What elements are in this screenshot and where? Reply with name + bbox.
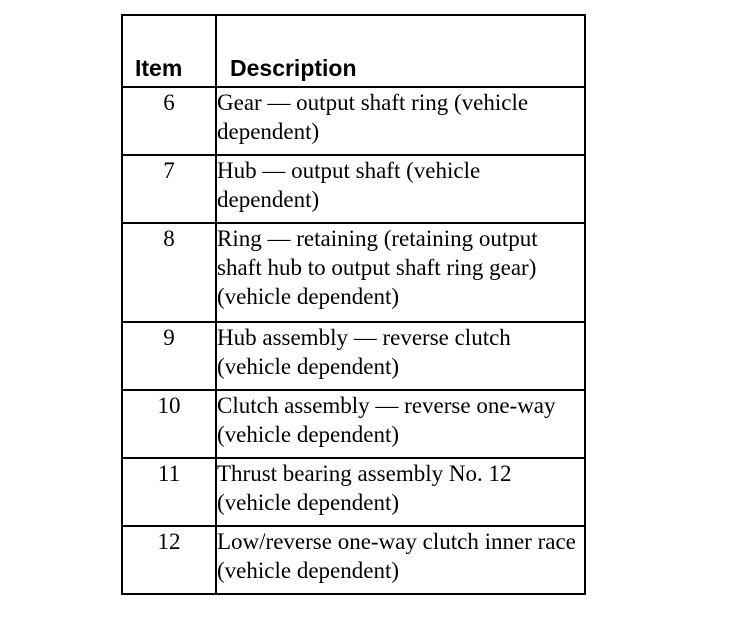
item-number: 11 [122,458,216,526]
item-description: Clutch assembly — reverse one-way (vehicle dependent) [216,390,585,458]
item-number: 12 [122,526,216,594]
table-row [122,390,585,458]
header-description: Description [216,15,585,87]
item-description: Gear — output shaft ring (vehicle dependent) [216,87,585,155]
item-number: 10 [122,390,216,458]
item-description: Low/reverse one-way clutch inner race (vehicle dependent) [216,526,585,594]
parts-table [121,14,586,595]
item-number: 9 [122,322,216,390]
item-description: Hub — output shaft (vehicle dependent) [216,155,585,223]
table-row [122,155,585,223]
table-row [122,526,585,594]
item-number: 7 [122,155,216,223]
item-description: Ring — retaining (retaining output shaft hub to output shaft ring gear) (vehicle dependent) [216,223,585,322]
table-header-row [122,15,585,87]
table-row [122,223,585,322]
item-number: 8 [122,223,216,322]
table-row [122,87,585,155]
item-description: Hub assembly — reverse clutch (vehicle dependent) [216,322,585,390]
table-row [122,458,585,526]
table-row [122,322,585,390]
item-description: Thrust bearing assembly No. 12 (vehicle dependent) [216,458,585,526]
header-item: Item [122,15,216,87]
item-number: 6 [122,87,216,155]
